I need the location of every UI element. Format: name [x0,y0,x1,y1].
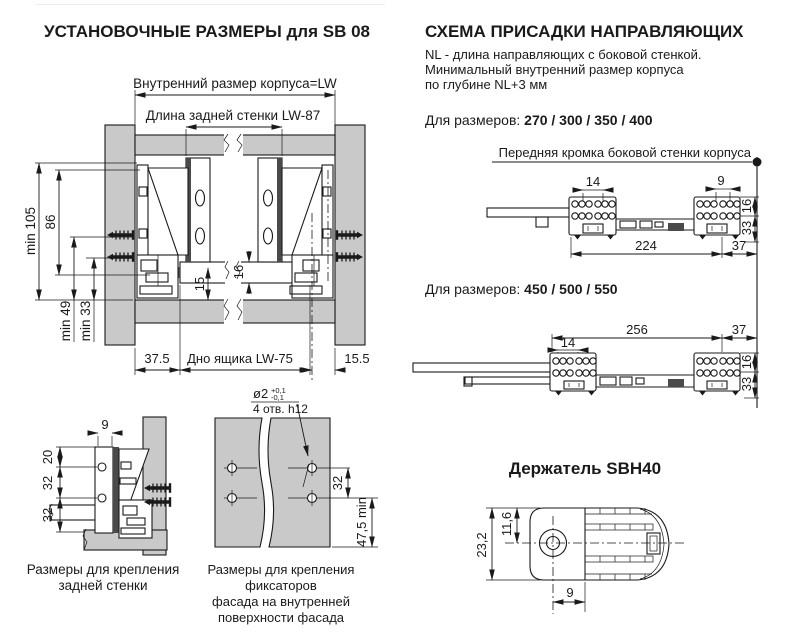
dimension-16-33-large [739,353,759,398]
guide-note-line1: NL - длина направляющих с боковой стенкой. [425,47,702,62]
guide-note [425,47,701,92]
page-artifact-line [35,4,385,5]
left-section-title: УСТАНОВОЧНЫЕ РАЗМЕРЫ для SB 08 [44,22,370,41]
dim-label-min105: min 105 [23,206,38,256]
dimension-11-6 [499,508,517,543]
dim-label-224: 224 [635,238,657,253]
installation-cross-section-drawing [10,55,410,395]
telescopic-rail [596,375,694,387]
facade-panel [215,418,330,547]
guide-note-line2: Минимальный внутренний размер корпуса [425,62,684,77]
dimension-32-facade [330,468,348,498]
dim-label-11-6: 11,6 [499,511,514,537]
guide-schematic-small-sizes [487,173,759,258]
holes-count-label: 4 отв. h12 [253,402,308,416]
dim-label-min33: min 33 [78,300,93,342]
dim-label-32: 32 [330,475,345,491]
facade-caption-line2: фасада на внутренней [212,594,350,609]
dimension-224-37 [571,237,757,258]
dim-label-min49: min 49 [58,300,73,342]
dim-label-15-5: 15.5 [344,351,370,366]
dim-label-14: 14 [585,174,601,189]
dim-label-32-bottom: 32 [40,507,55,523]
right-section-title: СХЕМА ПРИСАДКИ НАПРАВЛЯЮЩИХ [425,22,744,41]
dim-label-33: 33 [739,220,754,236]
dimension-9-holder [553,582,585,612]
dim-label-37: 37 [731,322,747,337]
dim-label-drawer-bottom: Дно ящика LW-75 [187,351,293,366]
dim-label-256: 256 [626,322,648,337]
dim-label-33: 33 [739,376,754,392]
back-wall-bar [135,133,335,157]
dim-label-23-2: 23,2 [474,532,489,558]
drawer-back-panels [186,158,282,262]
dimension-47-5 [332,497,378,547]
dim-label-37-5: 37.5 [144,351,170,366]
facade-caption-line3: поверхности фасада [217,610,345,625]
bottom-shelf-bar [135,298,335,325]
dimension-lw [133,76,337,132]
sizes-line-large [425,281,618,297]
sizes-small-label: Для размеров: [425,112,521,128]
dim-label-14: 14 [560,335,576,350]
dim-label-9: 9 [566,585,574,600]
back-panel-side-view [95,447,119,533]
dim-label-37: 37 [731,238,747,253]
holder-body [530,508,669,580]
facade-caption [181,562,381,626]
dim-label-20: 20 [40,449,55,465]
dim-label-16: 16 [739,354,754,370]
dim-label-back-wall: Длина задней стенки LW-87 [145,108,321,123]
dimension-16-33-small [739,197,759,242]
dim-label-16: 16 [231,264,246,280]
dim-label-9: 9 [101,417,109,432]
tolerance-minus: -0,1 [271,393,284,402]
back-wall-caption-line1: Размеры для крепления [26,562,180,577]
dim-label-16: 16 [739,198,754,214]
sizes-small-values: 270 / 300 / 350 / 400 [524,112,653,128]
holder-sbh40-drawing [465,493,705,630]
holder-title: Держатель SBH40 [508,459,662,478]
guide-note-line3: по глубине NL+3 мм [425,77,548,92]
back-wall-caption [22,562,184,594]
back-wall-caption-line2: задней стенки [58,578,148,593]
dim-label-15: 15 [192,276,207,292]
dim-label-lw: Внутренний размер корпуса=LW [133,76,337,91]
drawer-bottom-side-view [49,504,96,520]
sizes-large-label: Для размеров: [425,281,521,297]
hole-diameter-label: ø2 [253,386,269,401]
dimension-256-37 [552,322,757,352]
guide-schematic-large-sizes [413,322,759,398]
dim-label-32-top: 32 [40,475,55,491]
dim-label-47-5-min: 47,5 min [354,497,369,547]
tolerance-plus: +0,1 [271,386,286,395]
dim-label-9: 9 [717,173,725,188]
sizes-line-small [425,112,653,128]
facade-fixing-drawing [185,383,385,568]
dim-label-86: 86 [43,214,58,230]
front-edge-label: Передняя кромка боковой стенки корпуса [498,145,751,160]
facade-caption-line1: Размеры для крепления фиксаторов [207,562,355,593]
sizes-large-values: 450 / 500 / 550 [524,281,618,297]
dimension-9-back-wall [88,417,122,446]
telescopic-rail [616,219,694,231]
